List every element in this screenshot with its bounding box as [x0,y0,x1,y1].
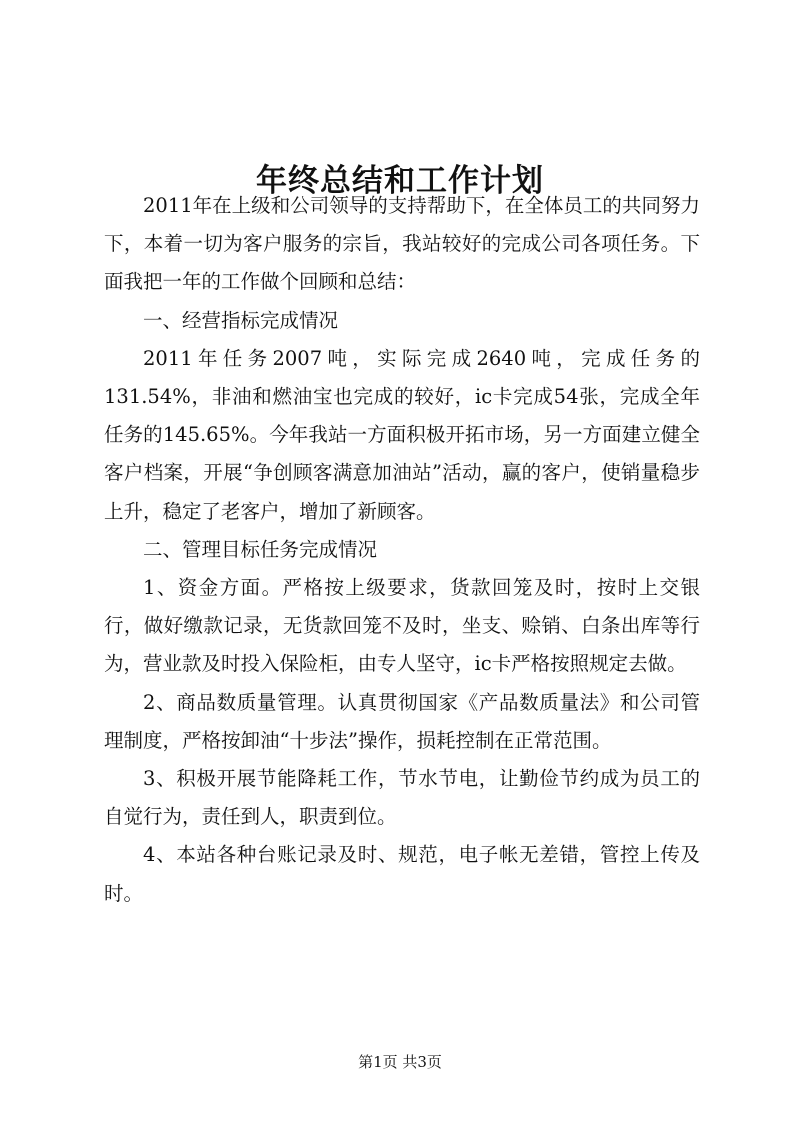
section-heading-operations: 一、经营指标完成情况 [143,308,339,332]
paragraph-energy: 3、积极开展节能降耗工作，节水节电，让勤俭节约成为员工的自觉行为，责任到人，职责到位。 [104,767,700,829]
paragraph-records: 4、本站各种台账记录及时、规范，电子帐无差错，管控上传及时。 [104,843,700,905]
page-title: 年终总结和工作计划 [256,162,544,199]
document-body [104,187,700,913]
paragraph-intro: 2011年在上级和公司领导的支持帮助下，在全体员工的共同努力下，本着一切为客户服务的宗旨，我站较好的完成公司各项任务。下面我把一年的工作做个回顾和总结： [104,194,700,294]
paragraph-funds: 1、资金方面。严格按上级要求，货款回笼及时，按时上交银行，做好缴款记录，无货款回笼不及时，坐支、赊销、白条出库等行为，营业款及时投入保险柜，由专人坚守，ic卡严格按照规定去做。 [104,576,700,676]
paragraph-quality: 2、商品数质量管理。认真贯彻国家《产品数质量法》和公司管理制度，严格按卸油“十步法”操作，损耗控制在正常范围。 [104,690,700,752]
page-footer: 第1页 共3页 [358,1053,442,1071]
section-heading-management: 二、管理目标任务完成情况 [143,537,378,561]
paragraph-operations: 2011年任务2007吨，实际完成2640吨，完成任务的131.54%，非油和燃油宝也完成的较好，ic卡完成54张，完成全年任务的145.65%。今年我站一方面积极开拓市场，另一方面建立健全客户档案，开展“争创顾客满意加油站”活动，赢的客户，使销量稳步上升，稳定了老客户，增加了新顾客。 [104,346,700,523]
